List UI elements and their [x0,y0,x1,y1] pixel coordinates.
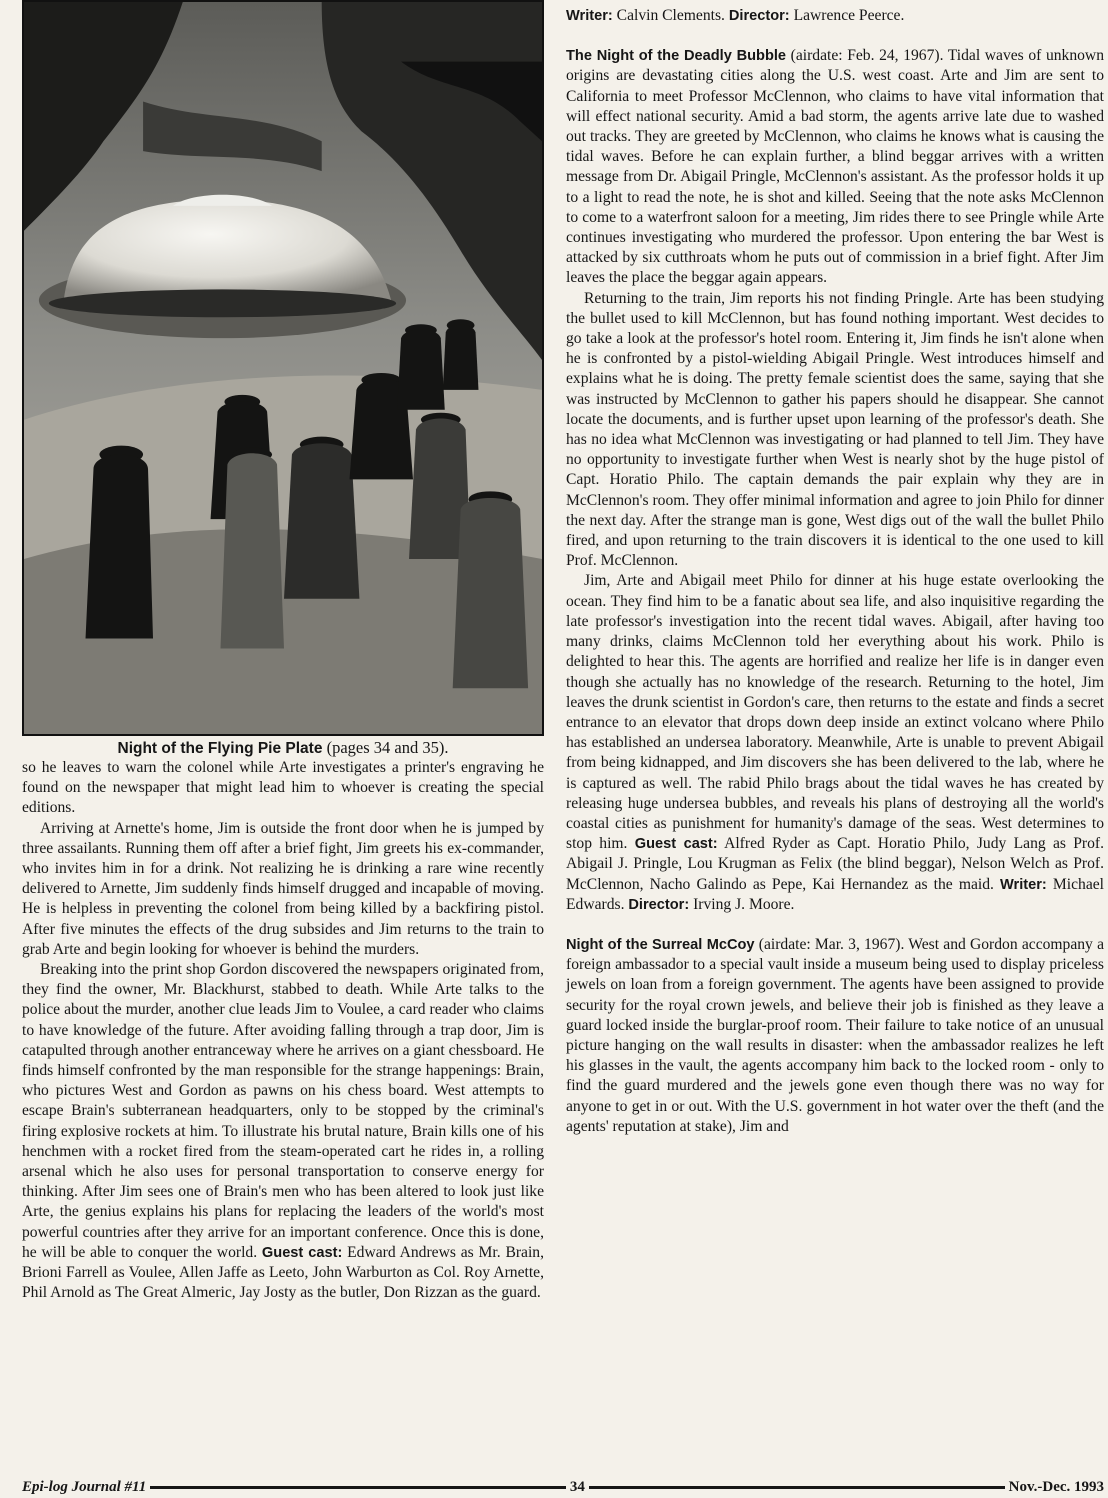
footer-rule-right [589,1486,1005,1489]
right-column-text [566,6,1104,1137]
journal-name: Epi-log Journal #11 [22,1478,147,1495]
left-paragraph-2: Arriving at Arnette's home, Jim is outside the front door when he is jumped by three assailants. Running them off after a brief fight, Jim greets his ex-commander, who invites him in for a drink. Not realizing he is drinking a rare wine recently delivered to Arnette, Jim suddenly finds himself drugged and incapable of moving. He is helpless in preventing the colonel from being killed by a backfiring pistol. After five minutes the effects of the drug subsides and Jim returns to the train to grab Arte and begin looking for whoever is behind the murders. [22,819,544,958]
caption-pages: (pages 34 and 35). [322,738,449,757]
guest-cast-list: Alfred Ryder as Capt. Horatio Philo, Judy Lang as Prof. Abigail J. Pringle, Lou Krugman as Felix (the blind beggar), Nelson Welch as Prof. McClennon, Nacho Galindo as Pepe, Kai Hernandez as the maid. [566,835,1104,893]
episode-title-surreal-mccoy: Night of the Surreal McCoy [566,936,755,953]
credits-line [566,6,1104,26]
writer-label: Writer: [1000,876,1047,893]
episode-photo [22,0,544,736]
page-number: 34 [569,1478,585,1495]
director-label: Director: [728,8,790,24]
guest-cast-label: Guest cast: [261,1244,343,1261]
left-column-text [22,758,544,1303]
page-footer [22,1477,1104,1497]
episode-deadly-bubble-body-3: Jim, Arte and Abigail meet Philo for dinner at his huge estate overlooking the ocean. They find him to be a fanatic about sea life, and also inquisitive regarding the late professor's investigation into the recent tidal waves. Abigail, after having too many drinks, claims McClennon told her everything about his work. Philo is delighted to hear this. The agents are horrified and realize her life is in danger even though she actually has no knowledge of the research. Returning to the hotel, Jim leaves the drunk scientist in Gordon's care, then returns to the estate and finds a secret entrance to an elevator that drops down deep inside an extinct volcano where Philo has established an undersea laboratory. Meanwhile, Arte is unable to prevent Abigail from being kidnapped, and Jim discovers she has been delivered to the lab, where he is captured as well. The rabid Philo brags about the tidal waves he has created by releasing huge undersea bubbles, and reveals his plans of destroying all the world's coastal cities as punishment for humanity's damage of the seas. West determines to stop him. [566,572,1104,853]
writer-name: Michael Edwards. [566,875,1104,913]
director-name: Irving J. Moore. [689,895,795,913]
flying-saucer-scene-image [24,2,542,734]
director-label: Director: [628,896,690,913]
writer-name: Calvin Clements. [612,7,729,24]
episode-surreal-mccoy-body-1: (airdate: Mar. 3, 1967). West and Gordon accompany a foreign ambassador to a special vault inside a museum being used to display priceless jewels on loan from a foreign government. The agents have been assigned to provide security for the royal crown jewels, and believe their job is finished as they leave a guard locked inside the burglar-proof room. Their failure to take notice of an unusual picture hanging on the wall results in disaster: when the ambassador realizes he left his glasses in the vault, the agents accompany him back to the locked room - only to find the guard murdered and the jewels gone even though there was no way for anyone to get in or out. With the U.S. government in hot water over the theft (and the agents' reputation at stake), Jim and [566,935,1104,1135]
episode-deadly-bubble-paragraph-1 [566,46,1104,288]
photo-caption [22,738,544,759]
episode-deadly-bubble-paragraph-3 [566,571,1104,914]
writer-label: Writer: [566,8,613,24]
director-name: Lawrence Peerce. [789,7,905,24]
guest-cast-list: Edward Andrews as Mr. Brain, Brioni Farrell as Voulee, Allen Jaffe as Leeto, John Warburton as Col. Roy Arnette, Phil Arnold as The Great Almeric, Jay Josty as the butler, Don Rizzan as the guard. [22,1243,544,1302]
episode-deadly-bubble-body-1: (airdate: Feb. 24, 1967). Tidal waves of unknown origins are devastating cities along the U.S. west coast. Arte and Jim are sent to California to meet Professor McClennon, who claims to have vital information that will effect national security. Amid a bad storm, the agents arrive late due to washed out tracks. They are greeted by McClennon, who claims he knows what is causing the tidal waves. Before he can explain further, a blind beggar arrives with a written message from Dr. Abigail Pringle, McClennon's assistant. As the professor holds it up to a light to read the note, he is shot and killed. Seeing that the note asks McClennon to come to a waterfront saloon for a meeting, Jim rides there to see Pringle while Arte continues investigating who murdered the professor. Upon entering the bar West is attacked by six cutthroats whom he puts out of commission in a brief fight. After Jim leaves the place the beggar again appears. [566,47,1104,287]
issue-date: Nov.-Dec. 1993 [1008,1478,1105,1495]
guest-cast-label: Guest cast: [634,836,718,853]
left-paragraph-3 [22,960,544,1303]
episode-deadly-bubble-paragraph-2: Returning to the train, Jim reports his not finding Pringle. Arte has been studying the bullet used to kill McClennon, but has found nothing important. West decides to go take a look at the professor's hotel room. Entering it, Jim finds he isn't alone when he is confronted by a pistol-wielding Abigail Pringle. West introduces himself and explains what he is doing. The pretty female scientist does the same, saying that she was instructed by McClennon to gather his papers should he disappear. She cannot locate the documents, and is further upset upon learning of the professor's death. She has no idea what McClennon was investigating or had planned to tell Jim. They have no opportunity to investigate further when West is nearly shot by the huge pistol of Capt. Horatio Philo. The captain demands the pair explain why they are in McClennon's room. They offer minimal information and agree to join Philo for dinner the next day. After the strange man is gone, West digs out of the wall the bullet Philo fired, and upon returning to the train discovers it is identical to the one used to kill Prof. McClennon. [566,289,1104,570]
caption-title: Night of the Flying Pie Plate [117,740,323,757]
footer-rule-left [150,1486,566,1489]
episode-surreal-mccoy-paragraph-1 [566,935,1104,1137]
episode-title-deadly-bubble: The Night of the Deadly Bubble [566,48,787,65]
left-paragraph-3-body: Breaking into the print shop Gordon discovered the newspapers originated from, they find the owner, Mr. Blackhurst, stabbed to death. While Arte talks to the police about the murder, another clue leads Jim to Voulee, a card reader who claims to have knowledge of the future. After avoiding falling through a trap door, Jim is catapulted through another entranceway where he arrives on a giant chessboard. He finds himself confronted by the man responsible for the strange happenings: Brain, who pictures West and Gordon as pawns on his chess board. West attempts to escape Brain's subterranean headquarters, only to be stopped by the criminal's firing explosive rockets at him. To illustrate his brutal nature, Brain kills one of his henchmen with a rocket fired from the steam-operated cart he rides in, a rolling arsenal which he also uses for personal transportation to conserve energy for thinking. After Jim sees one of Brain's men who has been altered to look just like Arte, the genius explains his plans for replacing the leaders of the world's most powerful countries after they arrive for an important conference. Once this is done, he will be able to conquer the world. [22,961,544,1261]
left-paragraph-1: so he leaves to warn the colonel while Arte investigates a printer's engraving he found on the newspaper that might lead him to whoever is creating the special editions. [22,759,544,817]
